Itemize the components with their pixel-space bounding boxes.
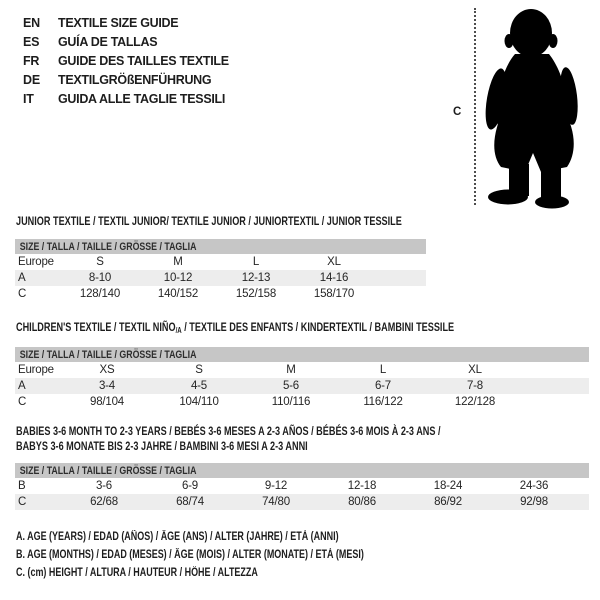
language-label: TEXTILGRÖßENFÜHRUNG [58,72,212,87]
language-row-de [23,70,229,89]
size-header-label: SIZE / TALLA / TAILLE / GRÖSSE / TAGLIA [19,240,197,253]
footnote-a: A. AGE (YEARS) / EDAD (AÑOS) / ÂGE (ANS) / ALTER (JAHRE) / ETÀ (ANNI) [16,531,339,543]
babies-title-line1: BABIES 3-6 MONTH TO 2-3 YEARS / BEBÉS 3-6 MESES A 2-3 AÑOS / BÉBÉS 3-6 MOIS À 2-3 ANS / [16,424,441,438]
size-cell: 6-7 [337,378,429,394]
row-label: A [15,378,61,394]
table-row [15,478,589,494]
filler-cell [577,478,589,494]
size-header-label: SIZE / TALLA / TAILLE / GRÖSSE / TAGLIA [19,464,197,477]
table-row [15,254,426,270]
size-cell: 116/122 [337,394,429,410]
size-cell: 68/74 [147,494,233,510]
table-row [15,494,589,510]
children-title-post: / TEXTILE DES ENFANTS / KINDERTEXTIL / BAMBINI TESSILE [181,320,455,334]
babies-table-title [16,424,441,454]
row-label: C [15,494,61,510]
language-row-es [23,32,229,51]
footnotes [16,531,462,585]
size-cell: 8-10 [61,270,139,286]
height-marker-label: C [453,106,462,118]
children-title-sub: /A [175,326,182,335]
language-code: FR [23,53,40,68]
size-header-bar [15,347,589,362]
size-cell: 80/86 [319,494,405,510]
language-label: GUÍA DE TALLAS [58,34,158,49]
size-cell: S [153,362,245,378]
row-label: C [15,394,61,410]
language-row-en [23,13,229,32]
size-cell: XL [295,254,373,270]
language-label: TEXTILE SIZE GUIDE [58,15,179,30]
junior-size-table [15,239,426,302]
language-label: GUIDA ALLE TAGLIE TESSILI [58,91,226,106]
size-header-label: SIZE / TALLA / TAILLE / GRÖSSE / TAGLIA [19,348,197,361]
filler-cell [577,494,589,510]
size-cell: 10-12 [139,270,217,286]
size-cell: L [337,362,429,378]
language-label: GUIDE DES TAILLES TEXTILE [58,53,229,68]
size-cell: 122/128 [429,394,521,410]
filler-cell [521,394,589,410]
size-cell: 3-4 [61,378,153,394]
size-cell: 98/104 [61,394,153,410]
filler-cell [373,254,426,270]
size-cell: XL [429,362,521,378]
size-cell: 14-16 [295,270,373,286]
footnote-b: B. AGE (MONTHS) / EDAD (MESES) / ÂGE (MOIS) / ALTER (MONATE) / ETÀ (MESI) [16,549,364,561]
children-size-table [15,347,589,410]
table-row [15,378,589,394]
height-measure-line [474,8,476,205]
size-cell: 128/140 [61,286,139,302]
row-label: A [15,270,61,286]
size-cell: 140/152 [139,286,217,302]
language-code: ES [23,34,40,49]
filler-cell [521,378,589,394]
language-row-it [23,89,229,108]
row-label: C [15,286,61,302]
row-label: Europe [15,254,61,270]
junior-table-title: JUNIOR TEXTILE / TEXTIL JUNIOR/ TEXTILE JUNIOR / JUNIORTEXTIL / JUNIOR TESSILE [16,214,402,228]
size-cell: 12-13 [217,270,295,286]
babies-title-line2: BABYS 3-6 MONATE BIS 2-3 JAHRE / BAMBINI 3-6 MESI A 2-3 ANNI [16,439,308,453]
table-row [15,362,589,378]
language-row-fr [23,51,229,70]
size-cell: M [139,254,217,270]
filler-cell [521,362,589,378]
table-row [15,394,589,410]
size-cell: 86/92 [405,494,491,510]
size-header-bar [15,463,589,478]
filler-cell [373,270,426,286]
size-cell: L [217,254,295,270]
table-row [15,270,426,286]
language-code: IT [23,91,34,106]
size-cell: 4-5 [153,378,245,394]
children-table-title [16,320,454,335]
size-cell: 158/170 [295,286,373,302]
size-header-bar [15,239,426,254]
size-cell: 6-9 [147,478,233,494]
size-cell: 104/110 [153,394,245,410]
size-cell: 5-6 [245,378,337,394]
table-row [15,286,426,302]
size-cell: 62/68 [61,494,147,510]
toddler-silhouette-image [479,4,595,209]
language-code: EN [23,15,40,30]
size-cell: 3-6 [61,478,147,494]
row-label: B [15,478,61,494]
row-label: Europe [15,362,61,378]
size-cell: 24-36 [491,478,577,494]
size-cell: XS [61,362,153,378]
size-cell: 110/116 [245,394,337,410]
size-cell: 152/158 [217,286,295,302]
filler-cell [373,286,426,302]
babies-size-table [15,463,589,510]
children-title-pre: CHILDREN'S TEXTILE / TEXTIL NIÑO [16,320,176,334]
language-code: DE [23,72,40,87]
size-cell: 9-12 [233,478,319,494]
size-cell: 12-18 [319,478,405,494]
footnote-c: C. (cm) HEIGHT / ALTURA / HAUTEUR / HÖHE / ALTEZZA [16,567,258,579]
size-cell: 7-8 [429,378,521,394]
size-cell: 18-24 [405,478,491,494]
language-list [23,13,229,108]
size-cell: 92/98 [491,494,577,510]
size-cell: M [245,362,337,378]
size-cell: 74/80 [233,494,319,510]
size-cell: S [61,254,139,270]
